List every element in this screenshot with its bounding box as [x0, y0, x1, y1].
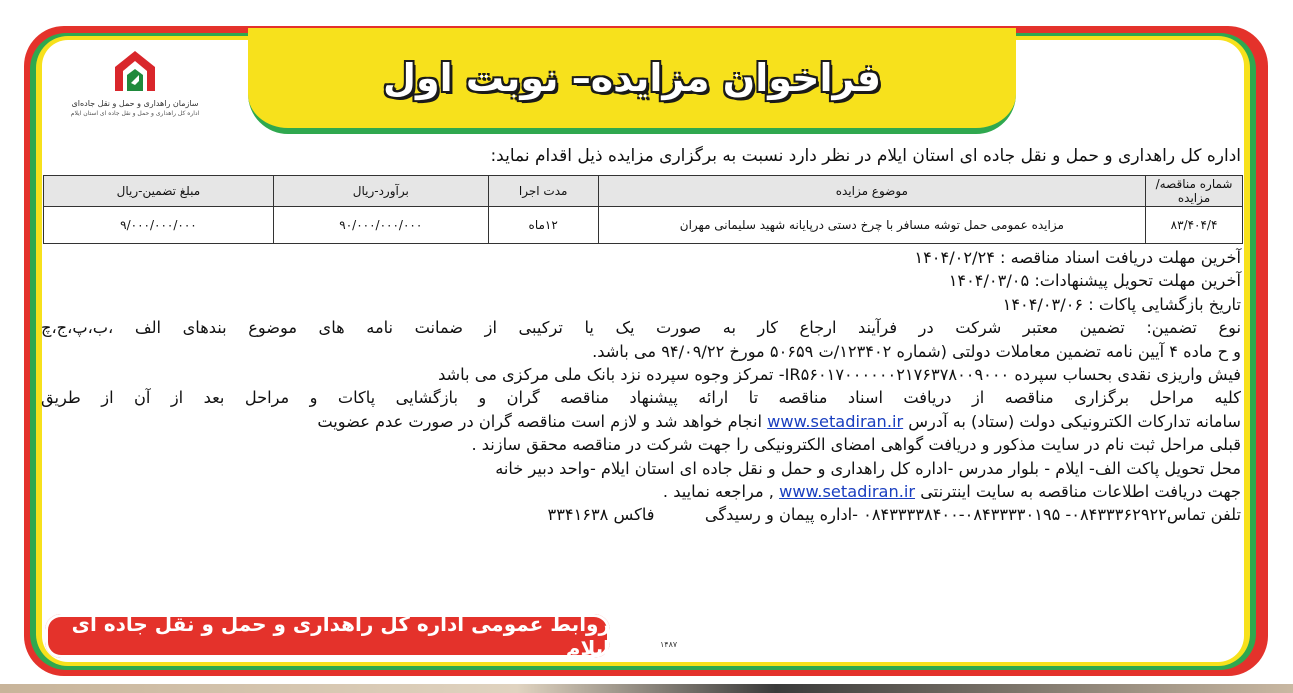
page-title: فراخوان مزایده– نوبت اول [383, 56, 881, 100]
col-subject: موضوع مزایده [598, 176, 1145, 207]
public-relations-text: روابط عمومی اداره کل راهداری و حمل و نقل جاده ای ایلام [71, 612, 610, 660]
process-line-3: قبلی مراحل ثبت نام در سایت مذکور و دریافت گواهی امضای الکترونیکی را جهت شرکت در مناقصه محقق سازند . [471, 435, 1241, 455]
col-duration: مدت اجرا [488, 176, 598, 207]
col-estimate: برآورد-ریال [273, 176, 488, 207]
notice-body [41, 246, 1241, 527]
cell-duration: ۱۲ماه [488, 207, 598, 244]
info-line-end: , مراجعه نمایید . [662, 482, 774, 502]
opening-date: تاریخ بازگشایی پاکات : ۱۴۰۴/۰۳/۰۶ [1002, 294, 1241, 314]
guarantee-line-2: و ح ماده ۴ آیین نامه تضمین معاملات دولتی (شماره ۱۲۳۴۰۲/ت ۵۰۶۵۹ مورخ ۹۴/۰۹/۲۲ می باشد. [592, 341, 1241, 361]
title-banner [248, 28, 1016, 134]
cell-guarantee: ۹/۰۰۰/۰۰۰/۰۰۰ [44, 207, 274, 244]
cell-subject: مزایده عمومی حمل توشه مسافر با چرخ دستی درپایانه شهید سلیمانی مهران [598, 207, 1145, 244]
contact-line [41, 503, 1241, 526]
organization-name: سازمان راهداری و حمل و نقل جاده‌ای [71, 99, 199, 108]
notice-code: ۱۴۸۷ [660, 640, 678, 649]
process-line-1: کلیه مراحل برگزاری مناقصه از دریافت اسناد مناقصه تا ارائه پیشنهاد مناقصه گران و بازگشایی پاکات و مراحل بعد از آن از طریق [41, 388, 1241, 408]
col-guarantee: مبلغ تضمین-ریال [44, 176, 274, 207]
setadiran-link[interactable]: www.setadiran.ir [767, 411, 904, 431]
delivery-line: محل تحویل پاکت الف- ایلام - بلوار مدرس -اداره کل راهداری و حمل و نقل جاده ای استان ایلام -واحد دبیر خانه [495, 458, 1241, 478]
deposit-line: فیش واریزی نقدی بحساب سپرده IR۵۶۰۱۷۰۰۰۰۰۰۲۱۷۶۳۷۸۰۰۹۰۰۰- تمرکز وجوه سپرده نزد بانک ملی مرکزی می باشد [438, 365, 1241, 385]
deadline-offers: آخرین مهلت تحویل پیشنهادات: ۱۴۰۴/۰۳/۰۵ [948, 271, 1241, 291]
contact-phones: تلفن تماس۰۸۴۳۳۳۶۲۹۲۲- ۰۸۴۳۳۳۳۰۱۹۵-۰۸۴۳۳۳۳۸۴۰۰ -اداره پیمان و رسیدگی [704, 505, 1241, 525]
intro-text: اداره کل راهداری و حمل و نقل جاده ای استان ایلام در نظر دارد نسبت به برگزاری مزایده ذیل اقدام نماید: [490, 146, 1241, 166]
cell-estimate: ۹۰/۰۰۰/۰۰۰/۰۰۰ [273, 207, 488, 244]
organization-subname: اداره کل راهداری و حمل و نقل جاده ای استان ایلام [70, 110, 200, 117]
process-line-2 [41, 410, 1241, 433]
public-relations-badge [45, 614, 610, 658]
deadline-docs: آخرین مهلت دریافت اسناد مناقصه : ۱۴۰۴/۰۲/۲۴ [914, 248, 1241, 267]
road-organization-logo-icon [109, 45, 161, 97]
guarantee-line-1: نوع تضمین: تضمین معتبر شرکت در فرآیند ارجاع کار به صورت یک یا ترکیبی از ضمانت نامه های موضوع بندهای الف ،ب،پ،ج،چ [41, 318, 1241, 338]
process-line-2-start: سامانه تدارکات الکترونیکی دولت (ستاد) به آدرس [908, 411, 1241, 431]
organization-logo [60, 45, 210, 140]
table-row [44, 207, 1243, 244]
col-tender-number: شماره مناقصه/مزایده [1146, 176, 1243, 207]
process-line-2-end: انجام خواهد شد و لازم است مناقصه گران در صورت عدم عضویت [317, 411, 763, 431]
setadiran-info-link[interactable]: www.setadiran.ir [779, 482, 916, 502]
cell-tender-number: ۸۳/۴۰۴/۴ [1146, 207, 1243, 244]
contact-fax: فاکس ۳۳۴۱۶۳۸ [547, 505, 655, 525]
next-notice-strip [0, 684, 1293, 693]
table-header-row [44, 176, 1243, 207]
auction-table [43, 175, 1243, 244]
info-line-start: جهت دریافت اطلاعات مناقصه به سایت اینترنتی [920, 482, 1241, 502]
info-line [41, 480, 1241, 503]
